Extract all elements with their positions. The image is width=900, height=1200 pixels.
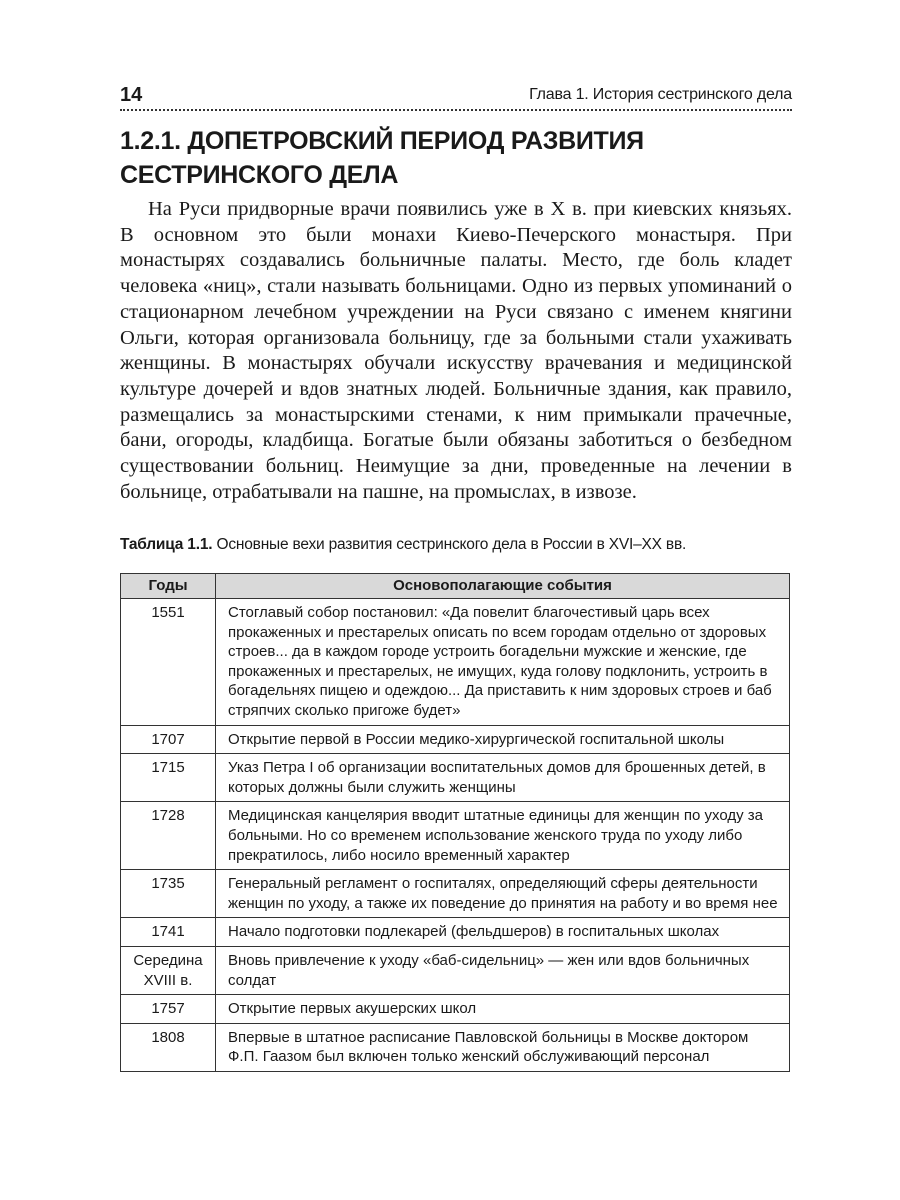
running-header: [120, 80, 792, 110]
body-paragraph: На Руси придворные врачи появились уже в X в. при киевских князьях. В основном это были монахи Киево-Печерского монастыря. При монастырях создавались больничные палаты. Место, где боль кладет человека «ниц», стали называть больницами. Одно из первых упоминаний о стационарном лечебном учреждении на Руси связано с именем княгини Ольги, которая организовала больницу, где за больными стали ухаживать женщины. В монастырях обучали искусству врачевания и медицинской культуре дочерей и вдов знатных людей. Больничные здания, как правило, размещались за монастырскими стенами, к ним примыкали прачечные, бани, огороды, кладбища. Богатые были обязаны заботиться о безбедном существовании больниц. Неимущие за дни, проведенные на лечении в больнице, отрабатывали на пашне, на промыслах, в извозе.: [120, 198, 792, 503]
table-row: [121, 1023, 790, 1071]
event-cell: Открытие первой в России медико-хирургической госпитальной школы: [216, 725, 790, 754]
event-cell: Открытие первых акушерских школ: [216, 995, 790, 1024]
table-row: [121, 946, 790, 994]
year-cell: 1757: [121, 995, 216, 1024]
year-cell: 1707: [121, 725, 216, 754]
table-caption-label: Таблица 1.1.: [120, 536, 213, 553]
table-row: [121, 870, 790, 918]
year-cell: 1735: [121, 870, 216, 918]
event-cell: Вновь привлечение к уходу «баб-сидельниц» — жен или вдов больничных солдат: [216, 946, 790, 994]
table-row: [121, 918, 790, 947]
event-cell: Впервые в штатное расписание Павловской больницы в Москве доктором Ф.П. Гаазом был включен только женский обслуживающий персонал: [216, 1023, 790, 1071]
page-number: 14: [120, 84, 143, 106]
table-row: [121, 802, 790, 870]
table-caption-text: Основные вехи развития сестринского дела в России в XVI–XX вв.: [212, 536, 687, 553]
year-cell: 1728: [121, 802, 216, 870]
section-title-line-2: СЕСТРИНСКОГО ДЕЛА: [120, 161, 399, 189]
year-cell: 1715: [121, 754, 216, 802]
table-caption: [120, 536, 800, 554]
year-cell: 1741: [121, 918, 216, 947]
table-row: [121, 995, 790, 1024]
chapter-title: Глава 1. История сестринского дела: [529, 86, 792, 103]
table-row: [121, 599, 790, 726]
milestones-table: [120, 573, 790, 1072]
section-title-line-1: 1.2.1. ДОПЕТРОВСКИЙ ПЕРИОД РАЗВИТИЯ: [120, 127, 644, 155]
table-row: [121, 725, 790, 754]
header-divider: [120, 109, 792, 111]
table-header-row: [121, 574, 790, 599]
column-header-events: Основополагающие события: [216, 574, 790, 599]
table-row: [121, 754, 790, 802]
event-cell: Медицинская канцелярия вводит штатные единицы для женщин по уходу за больными. Но со временем использование женского труда по уходу либо прекратилось, либо носило временный характер: [216, 802, 790, 870]
section-title: [120, 124, 792, 192]
year-cell: Середина XVIII в.: [121, 946, 216, 994]
event-cell: Начало подготовки подлекарей (фельдшеров) в госпитальных школах: [216, 918, 790, 947]
column-header-years: Годы: [121, 574, 216, 599]
year-cell: 1808: [121, 1023, 216, 1071]
event-cell: Генеральный регламент о госпиталях, определяющий сферы деятельности женщин по уходу, а также их поведение до принятия на работу и во время нее: [216, 870, 790, 918]
event-cell: Указ Петра I об организации воспитательных домов для брошенных детей, в которых должны были служить женщины: [216, 754, 790, 802]
year-cell: 1551: [121, 599, 216, 726]
event-cell: Стоглавый собор постановил: «Да повелит благочестивый царь всех прокаженных и престарелых описать по всем городам отдельно от здоровых строев... да в каждом городе устроить богадельни мужские и женские, где прокаженных и престарелых, не имущих, куда голову подклонить, устроить в богадельнях пищею и одеждою... Да приставить к ним здоровых строев и баб стряпчих сколько пригоже будет»: [216, 599, 790, 726]
